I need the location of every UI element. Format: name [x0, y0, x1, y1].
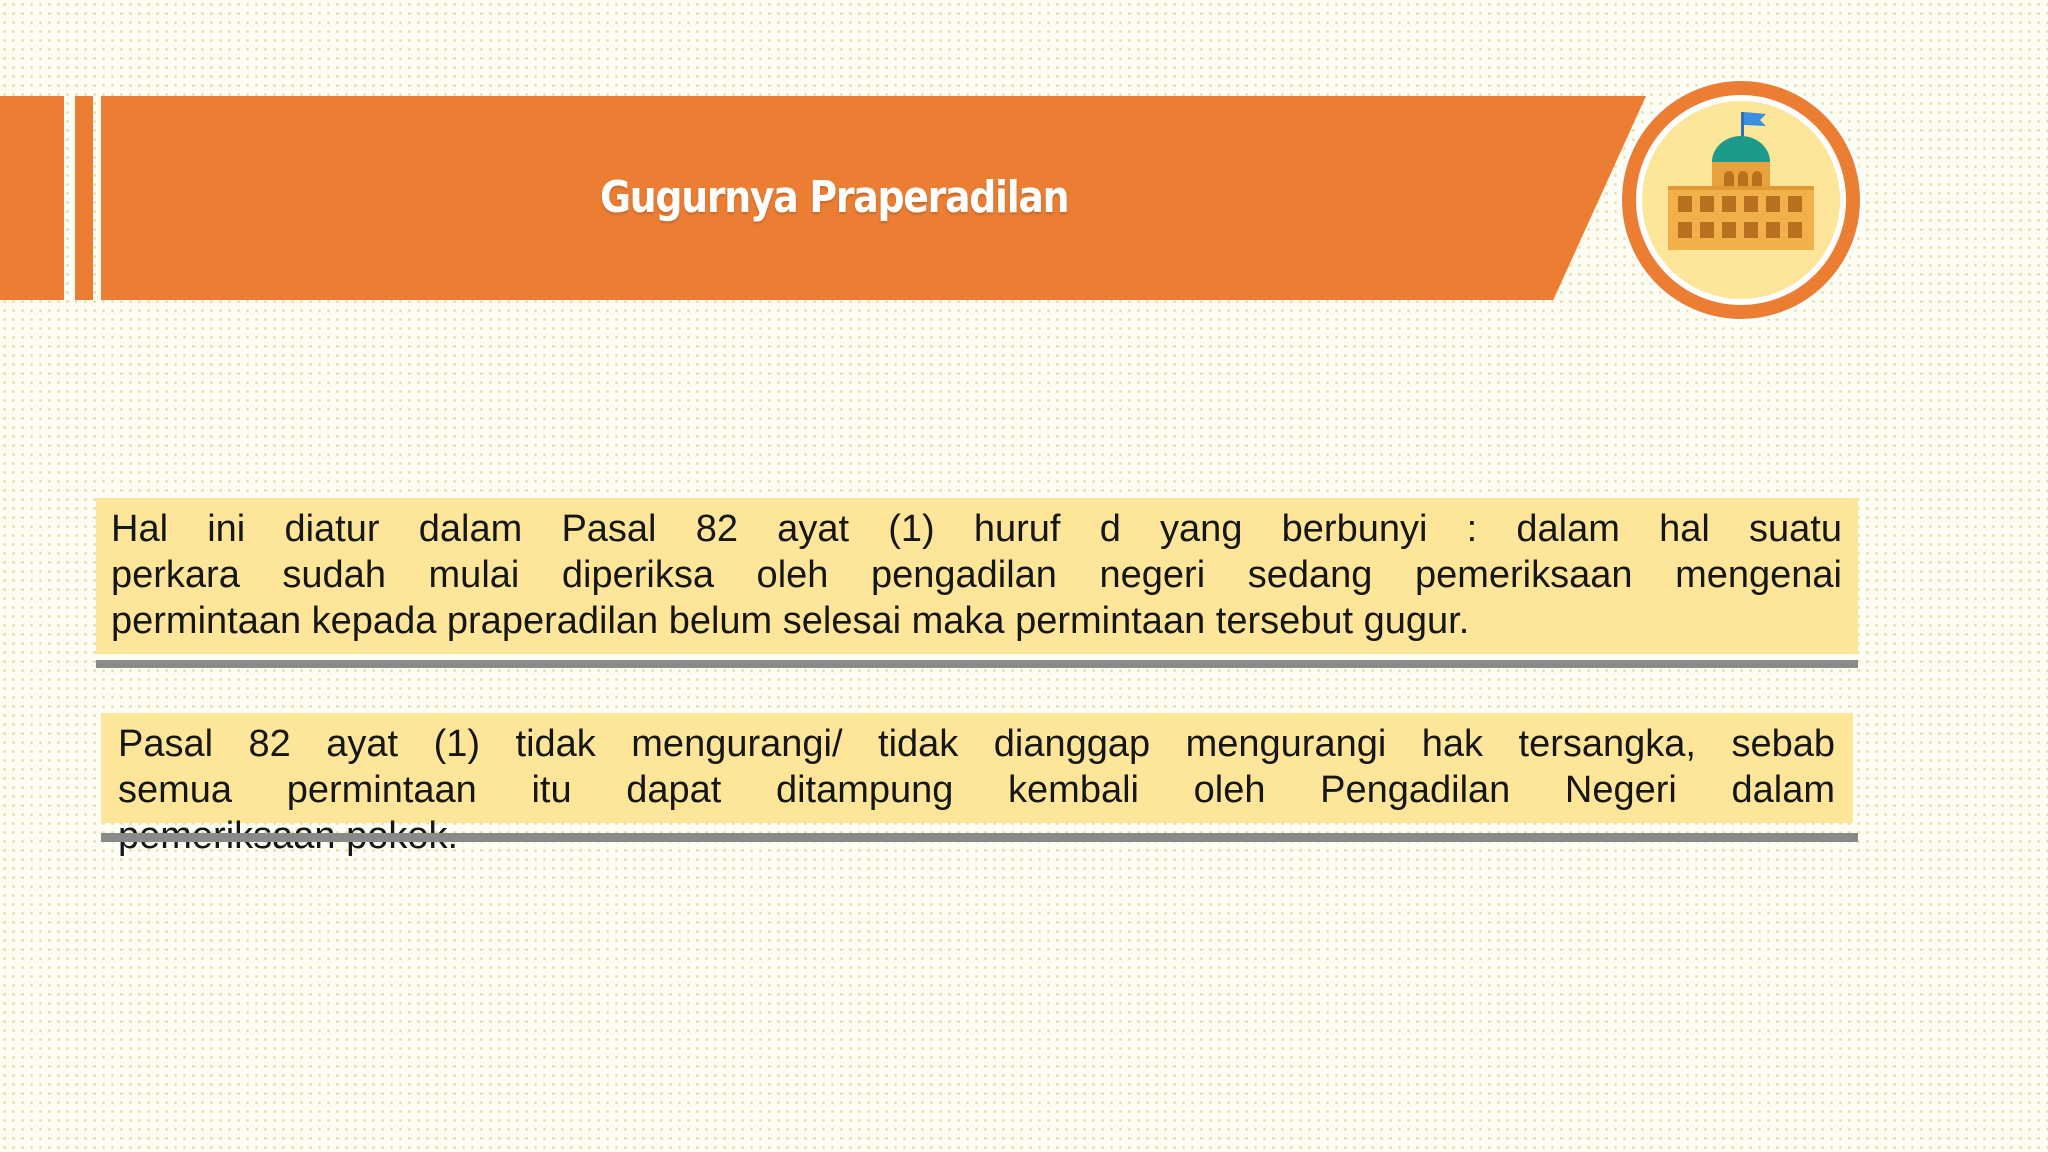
paragraph-1-line-2: perkara sudah mulai diperiksa oleh pengadilan negeri sedang pemeriksaan mengenai — [111, 554, 1842, 596]
slide-title: Gugurnya Praperadilan — [600, 172, 1069, 223]
paragraph-1-line-3: permintaan kepada praperadilan belum selesai maka permintaan tersebut gugur. — [111, 600, 1470, 642]
banner-stripe-left — [0, 96, 64, 300]
paragraph-box-1 — [96, 498, 1858, 654]
paragraph-1-line-1: Hal ini diatur dalam Pasal 82 ayat (1) huruf d yang berbunyi : dalam hal suatu — [111, 508, 1842, 550]
banner-stripe-middle — [75, 96, 93, 300]
paragraph-box-2 — [101, 713, 1853, 823]
divider-rule-2 — [101, 833, 1858, 842]
divider-rule-1 — [96, 660, 1858, 668]
paragraph-2-line-1: Pasal 82 ayat (1) tidak mengurangi/ tidak dianggap mengurangi hak tersangka, sebab — [118, 723, 1835, 765]
title-banner — [0, 96, 1700, 300]
paragraph-1 — [111, 506, 1842, 644]
paragraph-2-line-2: semua permintaan itu dapat ditampung kembali oleh Pengadilan Negeri dalam — [118, 769, 1835, 811]
courthouse-icon — [1598, 78, 1868, 322]
